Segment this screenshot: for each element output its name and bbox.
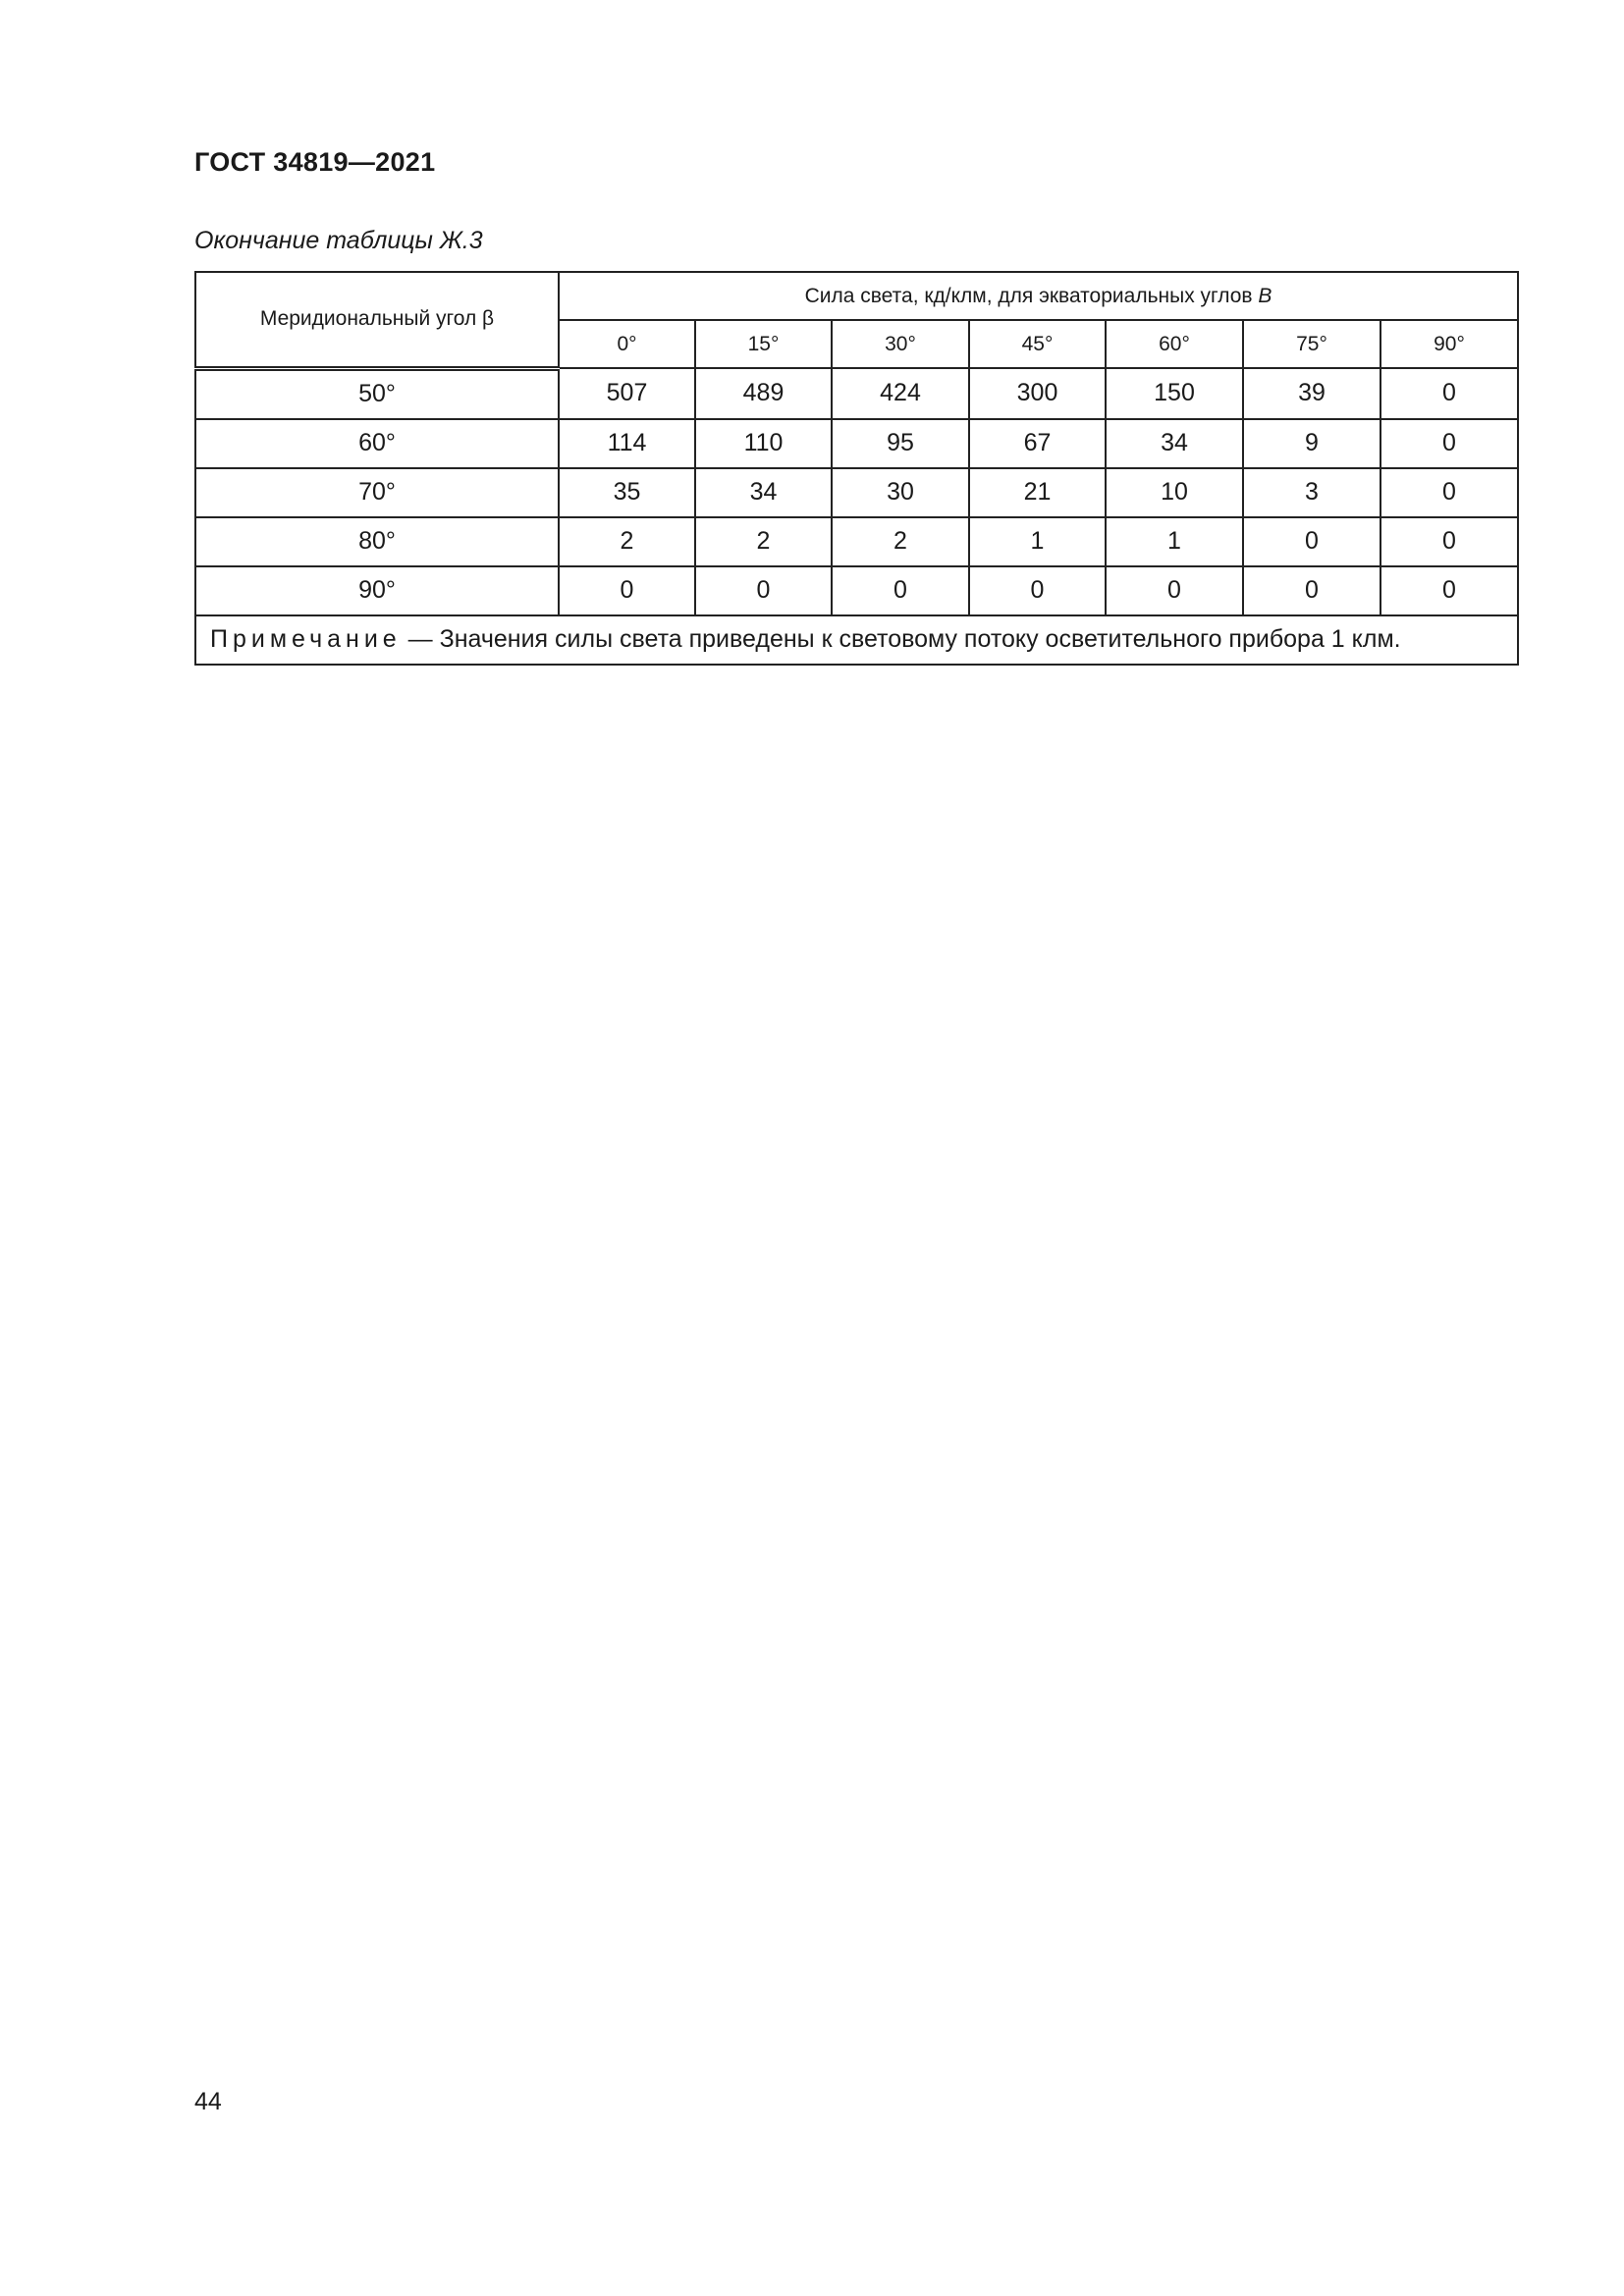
value-cell: 507 [559, 368, 695, 419]
table-row [195, 368, 1518, 419]
value-cell: 0 [1106, 566, 1243, 615]
value-cell: 30 [832, 468, 969, 517]
value-cell: 67 [969, 419, 1106, 468]
value-cell: 1 [1106, 517, 1243, 566]
document-header: ГОСТ 34819—2021 [194, 147, 436, 177]
value-cell: 3 [1243, 468, 1380, 517]
value-cell: 9 [1243, 419, 1380, 468]
value-cell: 0 [1380, 517, 1518, 566]
value-cell: 2 [559, 517, 695, 566]
value-cell: 95 [832, 419, 969, 468]
column-header: 45° [969, 320, 1106, 368]
value-cell: 34 [1106, 419, 1243, 468]
value-cell: 39 [1243, 368, 1380, 419]
page-number: 44 [194, 2088, 222, 2115]
value-cell: 21 [969, 468, 1106, 517]
row-angle-cell: 90° [195, 566, 559, 615]
value-cell: 35 [559, 468, 695, 517]
table-container [194, 271, 1517, 666]
value-cell: 1 [969, 517, 1106, 566]
value-cell: 0 [832, 566, 969, 615]
equatorial-angle-symbol: B [1258, 284, 1272, 307]
table-row [195, 419, 1518, 468]
luminous-intensity-header [559, 272, 1518, 320]
row-angle-cell: 50° [195, 368, 559, 419]
row-angle-cell: 80° [195, 517, 559, 566]
value-cell: 2 [832, 517, 969, 566]
column-header: 0° [559, 320, 695, 368]
note-lead: Примечание [210, 625, 402, 653]
row-angle-cell: 70° [195, 468, 559, 517]
value-cell: 0 [1380, 419, 1518, 468]
value-cell: 300 [969, 368, 1106, 419]
column-header: 15° [695, 320, 832, 368]
value-cell: 0 [1243, 566, 1380, 615]
value-cell: 114 [559, 419, 695, 468]
value-cell: 0 [559, 566, 695, 615]
value-cell: 0 [1380, 368, 1518, 419]
value-cell: 150 [1106, 368, 1243, 419]
luminous-intensity-header-text: Сила света, кд/клм, для экваториальных углов [804, 284, 1253, 307]
value-cell: 0 [1243, 517, 1380, 566]
value-cell: 110 [695, 419, 832, 468]
table-note-row [195, 615, 1518, 665]
meridional-angle-header: Меридиональный угол β [195, 272, 559, 368]
value-cell: 0 [969, 566, 1106, 615]
note-text: — Значения силы света приведены к световому потоку осветительного прибора 1 клм. [401, 625, 1401, 653]
value-cell: 34 [695, 468, 832, 517]
table-caption: Окончание таблицы Ж.3 [194, 227, 483, 254]
row-angle-cell: 60° [195, 419, 559, 468]
value-cell: 424 [832, 368, 969, 419]
value-cell: 0 [695, 566, 832, 615]
table-row [195, 566, 1518, 615]
luminous-intensity-table [194, 271, 1519, 666]
value-cell: 489 [695, 368, 832, 419]
table-row [195, 468, 1518, 517]
table-row [195, 517, 1518, 566]
value-cell: 0 [1380, 468, 1518, 517]
value-cell: 10 [1106, 468, 1243, 517]
value-cell: 0 [1380, 566, 1518, 615]
column-header: 75° [1243, 320, 1380, 368]
column-header: 30° [832, 320, 969, 368]
column-header: 90° [1380, 320, 1518, 368]
column-header: 60° [1106, 320, 1243, 368]
table-note [195, 615, 1518, 665]
value-cell: 2 [695, 517, 832, 566]
